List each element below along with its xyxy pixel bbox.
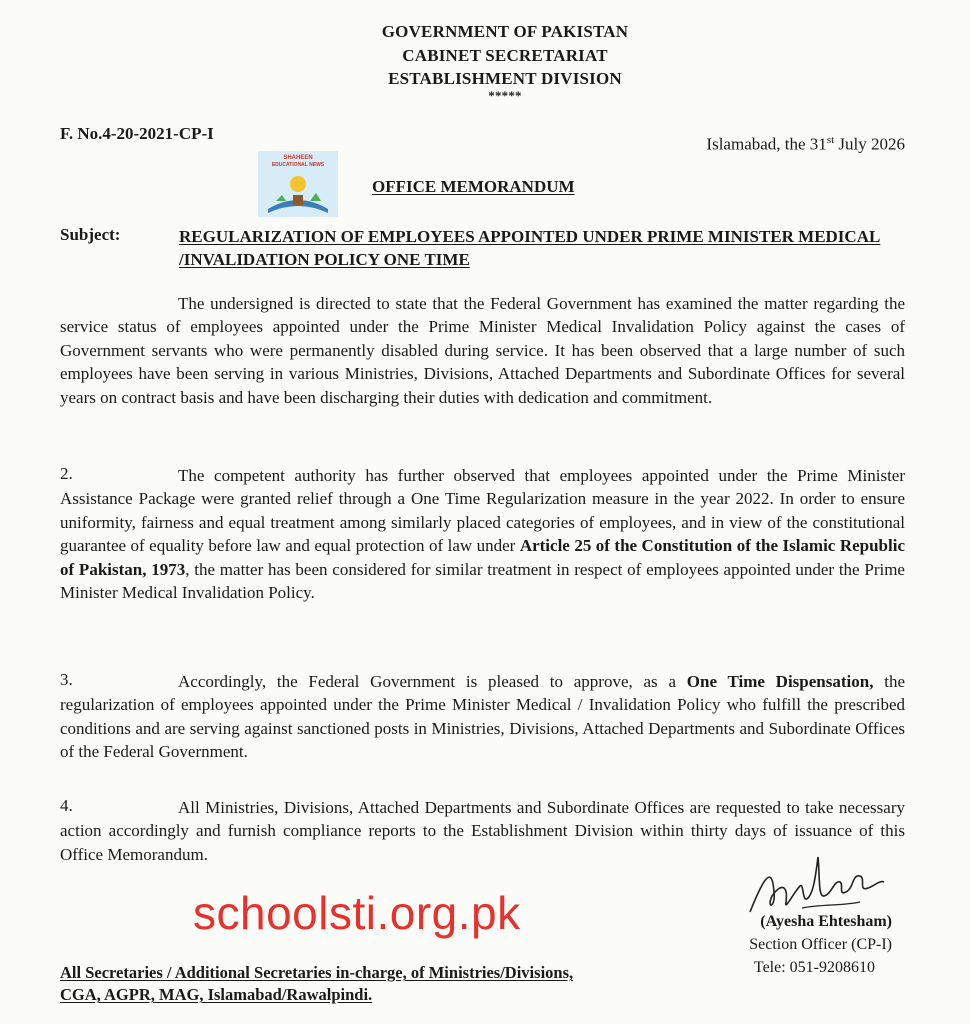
paragraph-4: All Ministries, Divisions, Attached Departments and Subordinate Offices are requested to take necessary action accordingly and furnish compliance reports to the Establishment Division within thirty days of issuance of this Office Memorandum. <box>60 798 905 864</box>
signatory-telephone: Tele: 051-9208610 <box>753 959 875 976</box>
distribution-list <box>60 962 700 1006</box>
paragraph-4-number: 4. <box>60 796 73 815</box>
paragraph-3-number: 3. <box>60 670 73 689</box>
header-division: ESTABLISHMENT DIVISION <box>388 69 622 88</box>
signatory-title: Section Officer (CP-I) <box>749 936 892 953</box>
distribution-line-1: All Secretaries / Additional Secretaries in-charge, of Ministries/Divisions, <box>60 963 574 982</box>
paragraph-3-bold: One Time Dispensation, <box>686 672 874 691</box>
paragraph-3-text-a: Accordingly, the Federal Government is pleased to approve, as a <box>178 672 687 691</box>
watermark-text: schoolsti.org.pk <box>193 887 521 939</box>
place-date-sup: st <box>826 134 835 146</box>
subject-label: Subject: <box>60 225 121 244</box>
file-number: F. No.4-20-2021-CP-I <box>60 124 214 143</box>
header-cabinet: CABINET SECRETARIAT <box>402 46 608 65</box>
paragraph-1: The undersigned is directed to state that the Federal Government has examined the matter regarding the service status of employees appointed under the Prime Minister Medical Invalidation Policy against the cases of Government servants who were permanently disabled during service. It has been observed that a large number of such employees have been serving in various Ministries, Divisions, Attached Departments and Subordinate Offices for several years on contract basis and have been discharging their duties with dedication and commitment. <box>60 294 905 407</box>
logo-text-1: SHAHEEN <box>283 155 313 161</box>
handwritten-signature <box>742 852 892 922</box>
paragraph-2-bold: Article 25 of the Constitution of the Islamic Republic of Pakistan, 1973 <box>60 536 906 579</box>
paragraph-2 <box>60 464 905 604</box>
paragraph-2-number: 2. <box>60 464 73 483</box>
paragraph-3-text-b: the regularization of employees appointed under the Prime Minister Medical / Invalidation Policy who fulfill the prescribed conditions and are serving against sanctioned posts in Ministries, Divisions, Attached Departments and Subordinate Offices of the Federal Government. <box>60 672 905 762</box>
place-date-prefix: Islamabad, the 31 <box>706 134 827 154</box>
place-date-suffix: July 2026 <box>834 134 905 154</box>
place-date <box>706 134 905 155</box>
paragraph-3 <box>60 670 905 764</box>
distribution-line-2: CGA, AGPR, MAG, Islamabad/Rawalpindi. <box>60 985 373 1004</box>
paragraph-2-text-b: , the matter has been considered for similar treatment in respect of employees appointed under the Prime Minister Medical Invalidation Policy. <box>60 559 905 603</box>
subject-text: REGULARIZATION OF EMPLOYEES APPOINTED UNDER PRIME MINISTER MEDICAL /INVALIDATION POLICY ONE TIME <box>179 227 881 269</box>
header-stars: ***** <box>488 88 522 103</box>
logo-text-2: EDUCATIONAL NEWS <box>271 162 325 168</box>
memo-title: OFFICE MEMORANDUM <box>372 177 575 196</box>
shaheen-logo <box>258 151 338 217</box>
signatory-name: (Ayesha Ehtesham) <box>760 913 892 930</box>
paragraph-2-text-a: The competent authority has further observed that employees appointed under the Prime Minister Assistance Package were granted relief through a One Time Regularization measure in the year 2022. In order to ensure uniformity, fairness and equal treatment among similarly placed categories of employees, and in view of the constitutional guarantee of equality before law and equal protection of law under <box>60 466 905 556</box>
header-government: GOVERNMENT OF PAKISTAN <box>381 22 629 41</box>
